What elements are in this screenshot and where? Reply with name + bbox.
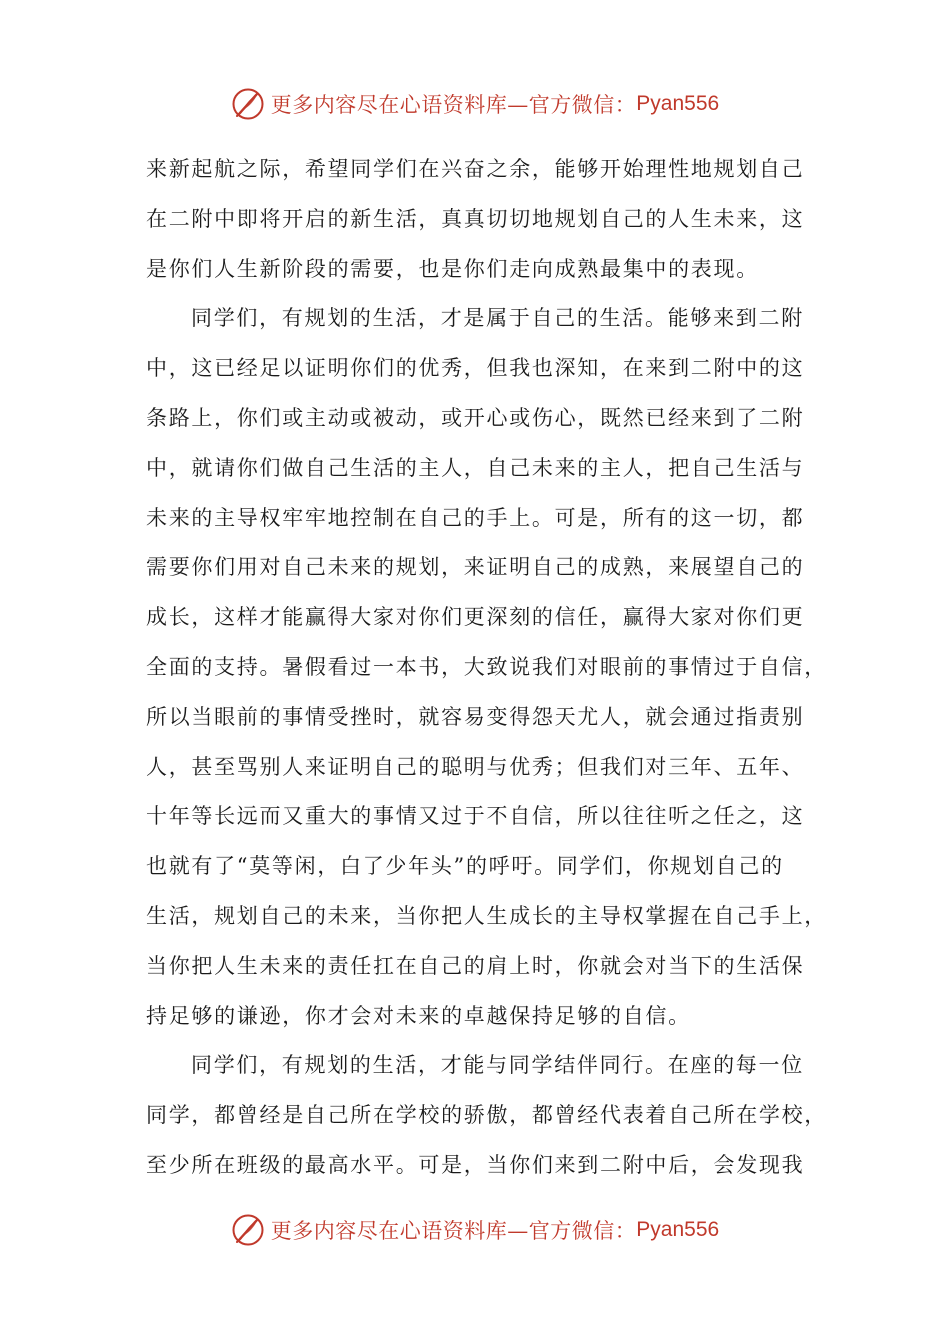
quill-logo-icon xyxy=(231,1213,265,1247)
text-line: 需要你们用对自己未来的规划，来证明自己的成熟，来展望自己的 xyxy=(146,555,805,580)
header-banner xyxy=(0,84,950,124)
text-line: 中，就请你们做自己生活的主人，自己未来的主人，把自己生活与 xyxy=(146,455,805,480)
footer-banner-text: 更多内容尽在心语资料库—官方微信： xyxy=(270,1219,637,1243)
text-line: 在二附中即将开启的新生活，真真切切地规划自己的人生未来，这 xyxy=(146,206,805,231)
text-line: 也就有了“莫等闲，白了少年头”的呼吁。同学们，你规划自己的 xyxy=(146,854,784,879)
text-line: 持足够的谦逊，你才会对未来的卓越保持足够的自信。 xyxy=(146,1003,691,1028)
text-line: 所以当眼前的事情受挫时，就容易变得怨天尤人，就会通过指责别 xyxy=(146,704,805,729)
footer-wechat-id: Pyan556 xyxy=(636,1218,720,1241)
text-line: 是你们人生新阶段的需要，也是你们走向成熟最集中的表现。 xyxy=(146,256,759,281)
text-line: 至少所在班级的最高水平。可是，当你们来到二附中后，会发现我 xyxy=(146,1152,805,1177)
text-line: 生活，规划自己的未来，当你把人生成长的主导权掌握在自己手上， xyxy=(146,903,827,928)
quill-logo-icon xyxy=(231,87,265,121)
text-line: 同学，都曾经是自己所在学校的骄傲，都曾经代表着自己所在学校， xyxy=(146,1103,827,1128)
text-line: 全面的支持。暑假看过一本书，大致说我们对眼前的事情过于自信， xyxy=(146,654,827,679)
text-line: 同学们，有规划的生活，才能与同学结伴同行。在座的每一位 xyxy=(191,1053,804,1078)
text-line: 中，这已经足以证明你们的优秀，但我也深知，在来到二附中的这 xyxy=(146,356,805,381)
text-line: 成长，这样才能赢得大家对你们更深刻的信任，赢得大家对你们更 xyxy=(146,605,805,630)
text-line: 来新起航之际，希望同学们在兴奋之余，能够开始理性地规划自己 xyxy=(146,157,805,181)
text-line: 未来的主导权牢牢地控制在自己的手上。可是，所有的这一切，都 xyxy=(146,505,805,530)
text-line: 条路上，你们或主动或被动，或开心或伤心，既然已经来到了二附 xyxy=(146,405,805,430)
header-banner-text: 更多内容尽在心语资料库—官方微信： xyxy=(270,93,637,117)
footer-banner xyxy=(0,1210,950,1250)
document-body xyxy=(146,145,827,1191)
text-line: 人，甚至骂别人来证明自己的聪明与优秀；但我们对三年、五年、 xyxy=(146,754,805,779)
text-line: 同学们，有规划的生活，才是属于自己的生活。能够来到二附 xyxy=(191,306,804,331)
header-wechat-id: Pyan556 xyxy=(636,92,720,115)
text-line: 十年等长远而又重大的事情又过于不自信，所以往往听之任之，这 xyxy=(146,804,805,829)
text-line: 当你把人生未来的责任扛在自己的肩上时，你就会对当下的生活保 xyxy=(146,953,805,978)
